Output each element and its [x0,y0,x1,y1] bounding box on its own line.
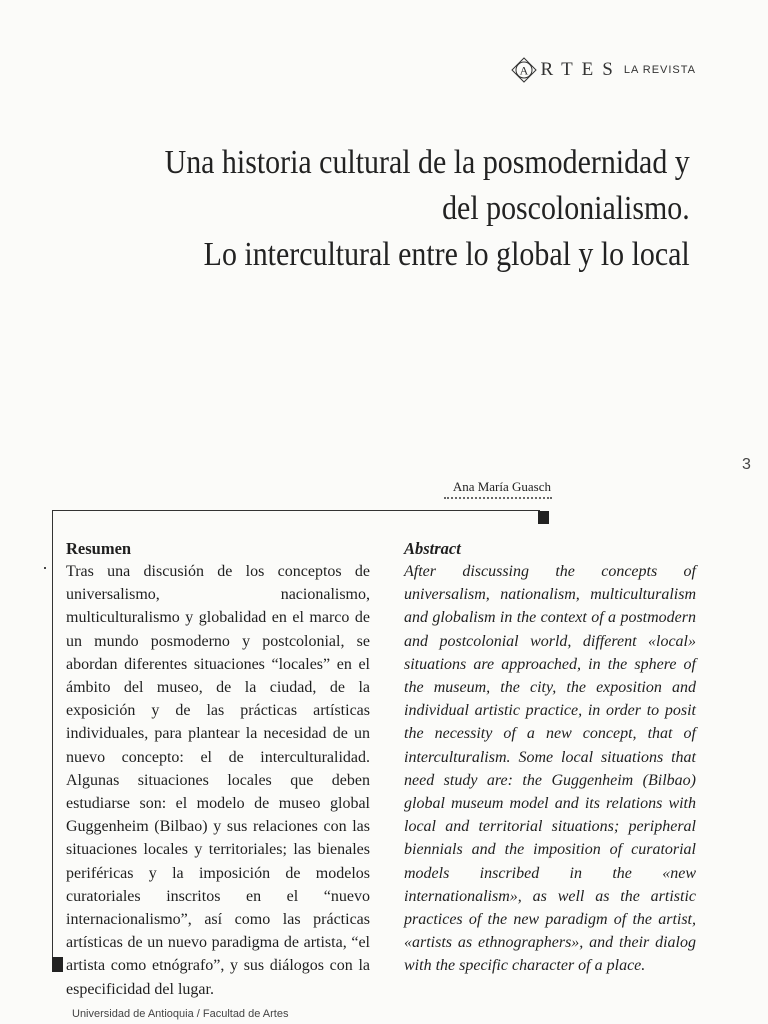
resumen-text: Tras una discusión de los conceptos de universalismo, nacionalismo, multiculturalismo y globalidad en el marco de un mundo posmoderno y postcolonial, se abordan diferentes situaciones “locales” en el ámbito del museo, de la ciudad, de la exposición y de las prácticas artísticas individuales, para plantear la necesidad de un nuevo concepto: el de interculturalidad. Algunas situaciones locales que deben estudiarse son: el modelo de museo global Guggenheim (Bilbao) y sus relaciones con las situaciones locales y territoriales; las bienales periféricas y la imposición de modelos curatoriales inscritos en el “nuevo internacionalismo”, así como las prácticas artísticas de un nuevo paradigma de artista, “el artista como etnógrafo”, y sus diálogos con la especificidad del lugar. [66,563,370,998]
author-dotted-rule [444,497,552,499]
logo-letter: A [519,63,528,78]
frame-top-rule [52,510,540,511]
abstract-heading: Abstract [404,539,461,558]
title-line-2: del poscolonialismo. [442,190,690,227]
title-line-1: Una historia cultural de la posmodernidad y [164,144,690,181]
masthead-letters: RTES [540,59,622,80]
article-title [165,140,690,278]
abstract-text: After discussing the concepts of universalism, nationalism, multiculturalism and globalism in the context of a postmodern and postcolonial world, different «local» situations are approached, in the sphere of the museum, the city, the exposition and individual artistic practice, in order to posit the necessity of a new concept, that of interculturalism. Some local situations that need study are: the Guggenheim (Bilbao) global museum model and its relations with local and territorial situations; peripheral biennials and the imposition of curatorial models inscribed in the «new internationalism», as well as the artistic practices of the new paradigm of the artist, «artists as ethnographers», and their dialog with the specific character of a place. [404,563,696,975]
abstract-column [404,538,696,978]
footer-institution: Universidad de Antioquia / Facultad de Artes [72,1008,289,1020]
masthead-subtitle: LA REVISTA [623,64,696,76]
resumen-column [66,538,370,1001]
frame-corner-square-top [538,511,549,524]
title-line-3: Lo intercultural entre lo global y lo local [203,236,690,273]
artes-logo-icon [511,57,537,83]
author-name: Ana María Guasch [452,479,551,494]
frame-left-rule [52,510,53,970]
margin-mark [44,567,46,569]
resumen-heading: Resumen [66,539,132,558]
frame-corner-square-bottom [52,957,63,972]
journal-masthead [511,57,696,83]
page-number: 3 [742,456,751,473]
